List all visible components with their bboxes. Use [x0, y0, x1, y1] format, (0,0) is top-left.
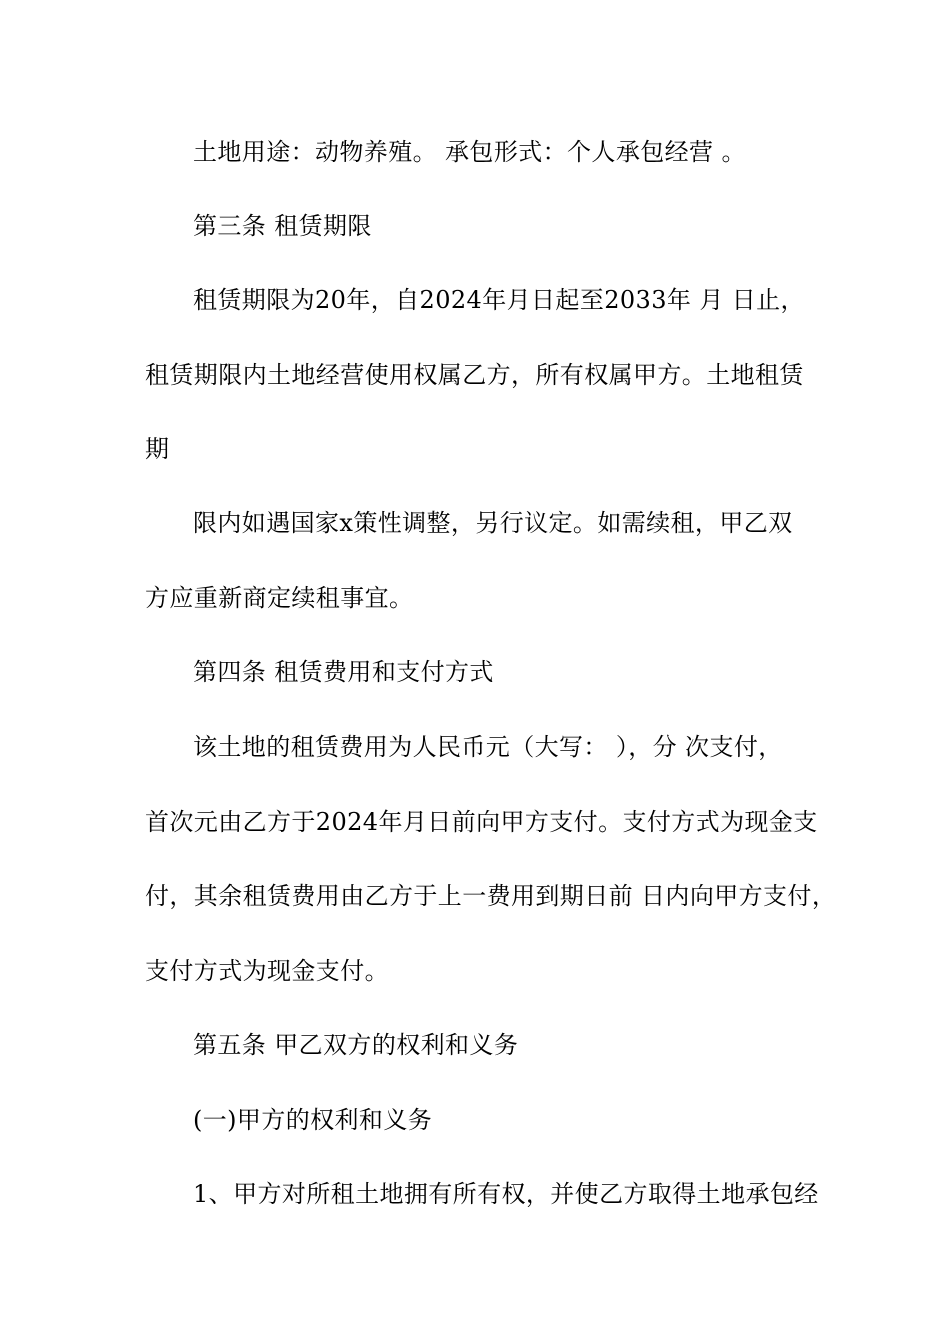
heading-party-a-rights: (一)甲方的权利和义务 [193, 1106, 433, 1134]
paragraph-fee-line-2: 首次元由乙方于2024年月日前向甲方支付。支付方式为现金支 [145, 808, 818, 836]
paragraph-fee-line-1: 该土地的租赁费用为人民币元（大写： ），分 次支付， [193, 733, 783, 761]
paragraph-party-a-item-1: 1、甲方对所租土地拥有所有权，并使乙方取得土地承包经 [193, 1180, 819, 1208]
paragraph-lease-term-line-2: 租赁期限内土地经营使用权属乙方，所有权属甲方。土地租赁 [145, 361, 804, 389]
paragraph-lease-term-line-1: 租赁期限为20年，自2024年月日起至2033年 月 日止， [193, 286, 805, 314]
paragraph-fee-line-4: 支付方式为现金支付。 [145, 957, 389, 985]
heading-article-5: 第五条 甲乙双方的权利和义务 [193, 1031, 519, 1059]
paragraph-policy-line-1: 限内如遇国家x策性调整，另行议定。如需续租，甲乙双 [193, 509, 793, 537]
paragraph-fee-line-3: 付，其余租赁费用由乙方于上一费用到期日前 日内向甲方支付， [145, 882, 837, 910]
paragraph-lease-term-line-3: 期 [145, 435, 170, 463]
heading-article-4: 第四条 租赁费用和支付方式 [193, 658, 494, 686]
paragraph-land-use: 土地用途：动物养殖。 承包形式：个人承包经营 。 [193, 138, 746, 166]
paragraph-policy-line-2: 方应重新商定续租事宜。 [145, 584, 414, 612]
heading-article-3: 第三条 租赁期限 [193, 212, 372, 240]
